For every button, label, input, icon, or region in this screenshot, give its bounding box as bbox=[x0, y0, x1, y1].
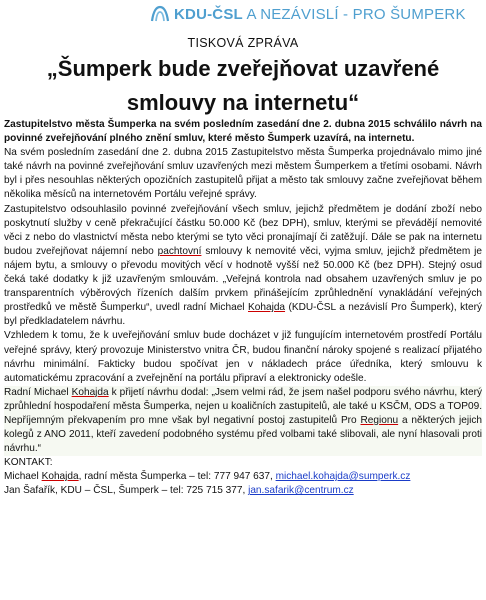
contact-heading: KONTAKT: bbox=[4, 457, 53, 469]
press-release-label: TISKOVÁ ZPRÁVA bbox=[187, 36, 299, 50]
contact-line-2 bbox=[4, 484, 482, 498]
paragraph-4-a: Radní Michael bbox=[4, 386, 72, 398]
spellcheck-word: Regionu bbox=[360, 414, 399, 426]
brand-rest: A NEZÁVISLÍ - PRO ŠUMPERK bbox=[242, 5, 466, 23]
kdu-csl-logo-icon bbox=[150, 5, 170, 23]
contact-1-pre: Michael bbox=[4, 471, 42, 483]
spellcheck-word: pachtovní bbox=[157, 245, 202, 257]
page-title: „Šumperk bude zveřejňovat uzavřené smlouvy na internetu“ bbox=[46, 56, 440, 115]
spellcheck-word: Kohajda bbox=[71, 386, 109, 398]
brand-text bbox=[174, 6, 466, 23]
spellcheck-word: Kohajda bbox=[248, 302, 286, 314]
paragraph-2-b: smlouvy k nemovité věci, vyjma smluv, jejichž předmětem je nájem bytu, a smlouvy o převodu movitých věcí v hodnotě vyšší než 50.000 Kč (bez DPH). Stejný osud čeká také dodatky k již uzavřeným smlouvám. „Veřejná kontrola nad obsahem uzavřených smluv je po transparentních výběrových řízeních dalším prvkem přinášejícím zprůhlednění vynakládání veřejných prostředků ve městě Šumperku“, uvedl radní Michael bbox=[4, 245, 482, 314]
paragraph-4 bbox=[4, 386, 482, 456]
paragraph-3: Vzhledem k tomu, že k uveřejňování smluv bude docházet v již fungujícím internetovém prostředí Portálu veřejné správy, který provozuje Ministerstvo vnitra ČR, budou finanční nároky spojené s realizací přijatého návrhu minimální. Fakticky budou spočívat jen v nákladech práce úředníka, který smlouvu k automatickému zpracování a zveřejnění na portálu připraví a elektronicky odešle. bbox=[4, 330, 482, 384]
lead-paragraph: Zastupitelstvo města Šumperka na svém posledním zasedání dne 2. dubna 2015 schválilo návrh na povinné zveřejňování plného znění smluv, které město Šumperk uzavírá, na internetu. bbox=[4, 119, 482, 145]
contact-line-1 bbox=[4, 470, 482, 484]
article-body bbox=[4, 118, 482, 499]
contact-1-text: , radní města Šumperka – tel: 777 947 637, bbox=[78, 471, 276, 483]
paragraph-4-b: k přijetí návrhu dodal: „Jsem velmi rád, že jsem našel podporu svého návrhu, který zprůhlední hospodaření města Šumperka, nejen u koaličních zastupitelů, ale také u KSČM, ODS a TOP09. Nepříjemným překvapením pro mne však byl negativní postoj zastupitelů Pro bbox=[4, 386, 482, 426]
paragraph-4-c: a některých jejich kolegů z ANO 2011, kteří zavedení podobného systému před volbami také slibovali, ale nyní hlasovali proti návrhu.“ bbox=[4, 414, 482, 455]
brand-bold: KDU-ČSL bbox=[174, 5, 243, 23]
paragraph-1: Na svém posledním zasedání dne 2. dubna 2015 Zastupitelstvo města Šumperka projednávalo mimo jiné také návrh na povinné zveřejňování smluv uzavřených mezi městem Šumperkem a třetími osobami. Návrh byl i přes nesouhlas některých opozičních zastupitelů přijat a město tak smlouvy začne zveřejňovat během několika měsíců na internetovém Portálu veřejné správy. bbox=[4, 147, 482, 201]
email-link-safarik[interactable]: jan.safarik@centrum.cz bbox=[248, 485, 354, 497]
email-link-kohajda[interactable]: michael.kohajda@sumperk.cz bbox=[275, 471, 411, 483]
paragraph-2 bbox=[4, 203, 482, 330]
header bbox=[150, 2, 486, 26]
spellcheck-word: Kohajda bbox=[41, 471, 79, 483]
paragraph-2-c: (KDU-ČSL a nezávislí Pro Šumperk), který byl předkladatelem návrhu. bbox=[4, 302, 482, 328]
paragraph-2-a: Zastupitelstvo odsouhlasilo povinné zveřejňování všech smluv, jejichž předmětem je dodání zboží nebo poskytnutí služby v ceně překračující částku 50.000 Kč (bez DPH), smluv, kterými se převádějí nemovité věci z nebo do vlastnictví města nebo kterými se tyto věci pronajímají či zatěžují. Dále se pak na internetu budou zveřejňovat nájemní nebo bbox=[4, 203, 482, 257]
contact-2-text: Jan Šafařík, KDU – ČSL, Šumperk – tel: 725 715 377, bbox=[4, 485, 249, 497]
